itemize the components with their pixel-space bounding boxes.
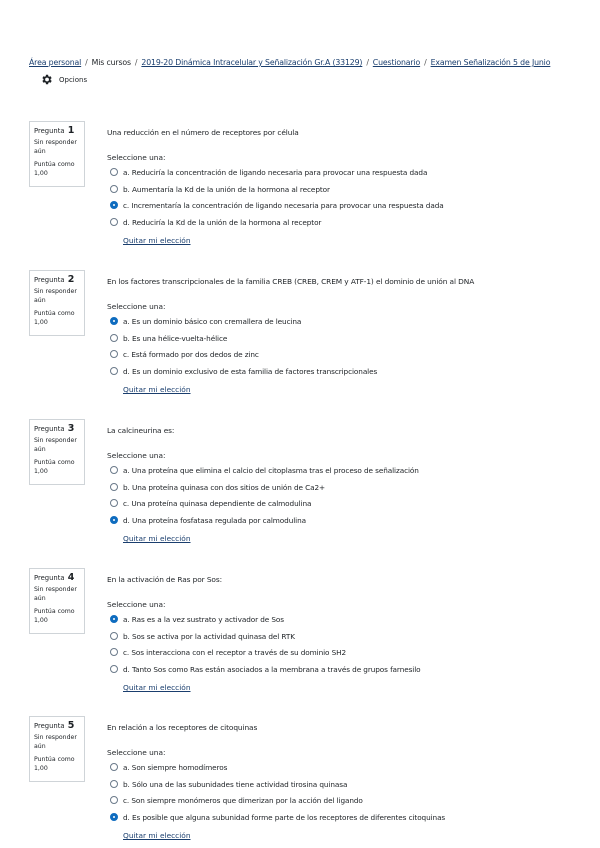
radio-button[interactable] — [110, 516, 118, 524]
answer-option-label: a. Reduciría la concentración de ligando necesaria para provocar una respuesta dada — [123, 167, 428, 177]
select-prompt: Seleccione una: — [107, 153, 166, 162]
answer-option-label: b. Una proteína quinasa con dos sitios de unión de Ca2+ — [123, 482, 326, 492]
clear-choice-link[interactable]: Quitar mi elección — [123, 534, 191, 543]
question-label: Pregunta — [34, 574, 65, 582]
breadcrumb-course-link[interactable]: 2019-20 Dinámica Intracelular y Señalización Gr.A (33129) — [141, 58, 363, 67]
question-points: Puntúa como 1,00 — [34, 459, 75, 475]
answer-option[interactable] — [110, 761, 227, 773]
radio-button[interactable] — [110, 615, 118, 623]
question-number-value: 4 — [67, 572, 75, 583]
breadcrumb-my-courses: Mis cursos — [91, 58, 131, 67]
question-number — [34, 721, 80, 731]
breadcrumb-home-link[interactable]: Área personal — [29, 58, 82, 67]
select-prompt: Seleccione una: — [107, 600, 166, 609]
radio-button[interactable] — [110, 483, 118, 491]
question-number-value: 5 — [67, 720, 75, 731]
answer-option-label: c. Son siempre monómeros que dimerizan por la acción del ligando — [123, 795, 363, 805]
answer-option[interactable] — [110, 365, 377, 377]
answer-option[interactable] — [110, 481, 325, 493]
options-menu-button[interactable] — [40, 73, 87, 86]
breadcrumb-quiz-link[interactable]: Examen Señalización 5 de Junio — [430, 58, 551, 67]
question-text: Una reducción en el número de receptores por célula — [107, 128, 299, 137]
answer-option[interactable] — [110, 794, 363, 806]
question-label: Pregunta — [34, 127, 65, 135]
answer-option-label: a. Ras es a la vez sustrato y activador de Sos — [123, 614, 284, 624]
radio-button[interactable] — [110, 780, 118, 788]
question-card — [0, 716, 600, 848]
question-info-box — [29, 568, 85, 634]
question-status: Sin responder aún — [34, 437, 77, 453]
radio-button[interactable] — [110, 648, 118, 656]
radio-button[interactable] — [110, 218, 118, 226]
answer-option-label: d. Es posible que alguna subunidad forme parte de los receptores de diferentes citoquinas — [123, 812, 446, 822]
question-card — [0, 270, 600, 410]
answer-option-label: b. Aumentaría la Kd de la unión de la hormona al receptor — [123, 184, 330, 194]
answer-option[interactable] — [110, 613, 284, 625]
answer-option[interactable] — [110, 663, 421, 675]
answer-option[interactable] — [110, 778, 347, 790]
answer-option-label: c. Incrementaría la concentración de ligando necesaria para provocar una respuesta dada — [123, 200, 444, 210]
breadcrumb-separator: / — [424, 58, 427, 67]
question-text: La calcineurina es: — [107, 426, 175, 435]
question-points: Puntúa como 1,00 — [34, 161, 75, 177]
question-info-box — [29, 716, 85, 782]
answer-option-label: c. Sos interacciona con el receptor a través de su dominio SH2 — [123, 647, 347, 657]
question-label: Pregunta — [34, 425, 65, 433]
radio-button[interactable] — [110, 466, 118, 474]
breadcrumb-separator: / — [134, 58, 138, 67]
answer-option-label: c. Una proteína quinasa dependiente de calmodulina — [123, 498, 312, 508]
select-prompt: Seleccione una: — [107, 302, 166, 311]
radio-button[interactable] — [110, 168, 118, 176]
answer-option-label: b. Sólo una de las subunidades tiene actividad tirosina quinasa — [123, 779, 348, 789]
radio-button[interactable] — [110, 201, 118, 209]
breadcrumb-section-link[interactable]: Cuestionario — [372, 58, 421, 67]
answer-option[interactable] — [110, 216, 321, 228]
question-label: Pregunta — [34, 276, 65, 284]
breadcrumb — [29, 58, 550, 67]
answer-option[interactable] — [110, 348, 259, 360]
question-info-box — [29, 270, 85, 336]
radio-button[interactable] — [110, 763, 118, 771]
question-number — [34, 573, 80, 583]
answer-option-label: d. Tanto Sos como Ras están asociados a la membrana a través de grupos farnesilo — [123, 664, 421, 674]
breadcrumb-separator: / — [366, 58, 369, 67]
select-prompt: Seleccione una: — [107, 748, 166, 757]
answer-option[interactable] — [110, 646, 346, 658]
answer-option-label: c. Está formado por dos dedos de zinc — [123, 349, 259, 359]
question-info-box — [29, 121, 85, 187]
answer-option[interactable] — [110, 183, 330, 195]
question-text: En relación a los receptores de citoquinas — [107, 723, 258, 732]
question-points: Puntúa como 1,00 — [34, 310, 75, 326]
answer-option-label: d. Una proteína fosfatasa regulada por calmodulina — [123, 515, 306, 525]
question-card — [0, 121, 600, 261]
answer-option-label: a. Es un dominio básico con cremallera de leucina — [123, 316, 302, 326]
question-number — [34, 424, 80, 434]
answer-option[interactable] — [110, 315, 301, 327]
answer-option[interactable] — [110, 630, 295, 642]
options-label: Opcions — [59, 75, 88, 84]
clear-choice-link[interactable]: Quitar mi elección — [123, 385, 191, 394]
radio-button[interactable] — [110, 813, 118, 821]
gear-icon — [40, 73, 53, 86]
answer-option[interactable] — [110, 811, 445, 823]
radio-button[interactable] — [110, 185, 118, 193]
answer-option[interactable] — [110, 497, 311, 509]
answer-option-label: a. Son siempre homodímeros — [123, 762, 228, 772]
radio-button[interactable] — [110, 350, 118, 358]
question-info-box — [29, 419, 85, 485]
answer-option[interactable] — [110, 514, 306, 526]
answer-option[interactable] — [110, 199, 444, 211]
clear-choice-link[interactable]: Quitar mi elección — [123, 236, 191, 245]
question-label: Pregunta — [34, 722, 65, 730]
question-points: Puntúa como 1,00 — [34, 756, 75, 772]
radio-button[interactable] — [110, 317, 118, 325]
question-text: En la activación de Ras por Sos: — [107, 575, 222, 584]
clear-choice-link[interactable]: Quitar mi elección — [123, 683, 191, 692]
radio-button[interactable] — [110, 499, 118, 507]
question-number-value: 3 — [67, 423, 75, 434]
question-status: Sin responder aún — [34, 586, 77, 602]
question-status: Sin responder aún — [34, 288, 77, 304]
radio-button[interactable] — [110, 665, 118, 673]
radio-button[interactable] — [110, 334, 118, 342]
question-points: Puntúa como 1,00 — [34, 608, 75, 624]
question-text: En los factores transcripcionales de la familia CREB (CREB, CREM y ATF-1) el dominio de unión al DNA — [107, 277, 475, 286]
question-number — [34, 275, 80, 285]
question-card — [0, 568, 600, 708]
question-number-value: 2 — [67, 274, 75, 285]
radio-button[interactable] — [110, 796, 118, 804]
radio-button[interactable] — [110, 632, 118, 640]
answer-option[interactable] — [110, 332, 227, 344]
question-number — [34, 126, 80, 136]
radio-button[interactable] — [110, 367, 118, 375]
answer-option-label: d. Reduciría la Kd de la unión de la hormona al receptor — [123, 217, 322, 227]
question-number-value: 1 — [67, 125, 75, 136]
answer-option-label: a. Una proteína que elimina el calcio del citoplasma tras el proceso de señalización — [123, 465, 419, 475]
answer-option[interactable] — [110, 166, 427, 178]
breadcrumb-separator: / — [85, 58, 88, 67]
answer-option-label: d. Es un dominio exclusivo de esta familia de factores transcripcionales — [123, 366, 378, 376]
question-status: Sin responder aún — [34, 734, 77, 750]
question-status: Sin responder aún — [34, 139, 77, 155]
answer-option-label: b. Sos se activa por la actividad quinasa del RTK — [123, 631, 295, 641]
question-card — [0, 419, 600, 559]
select-prompt: Seleccione una: — [107, 451, 166, 460]
clear-choice-link[interactable]: Quitar mi elección — [123, 831, 191, 840]
answer-option[interactable] — [110, 464, 419, 476]
answer-option-label: b. Es una hélice-vuelta-hélice — [123, 333, 228, 343]
